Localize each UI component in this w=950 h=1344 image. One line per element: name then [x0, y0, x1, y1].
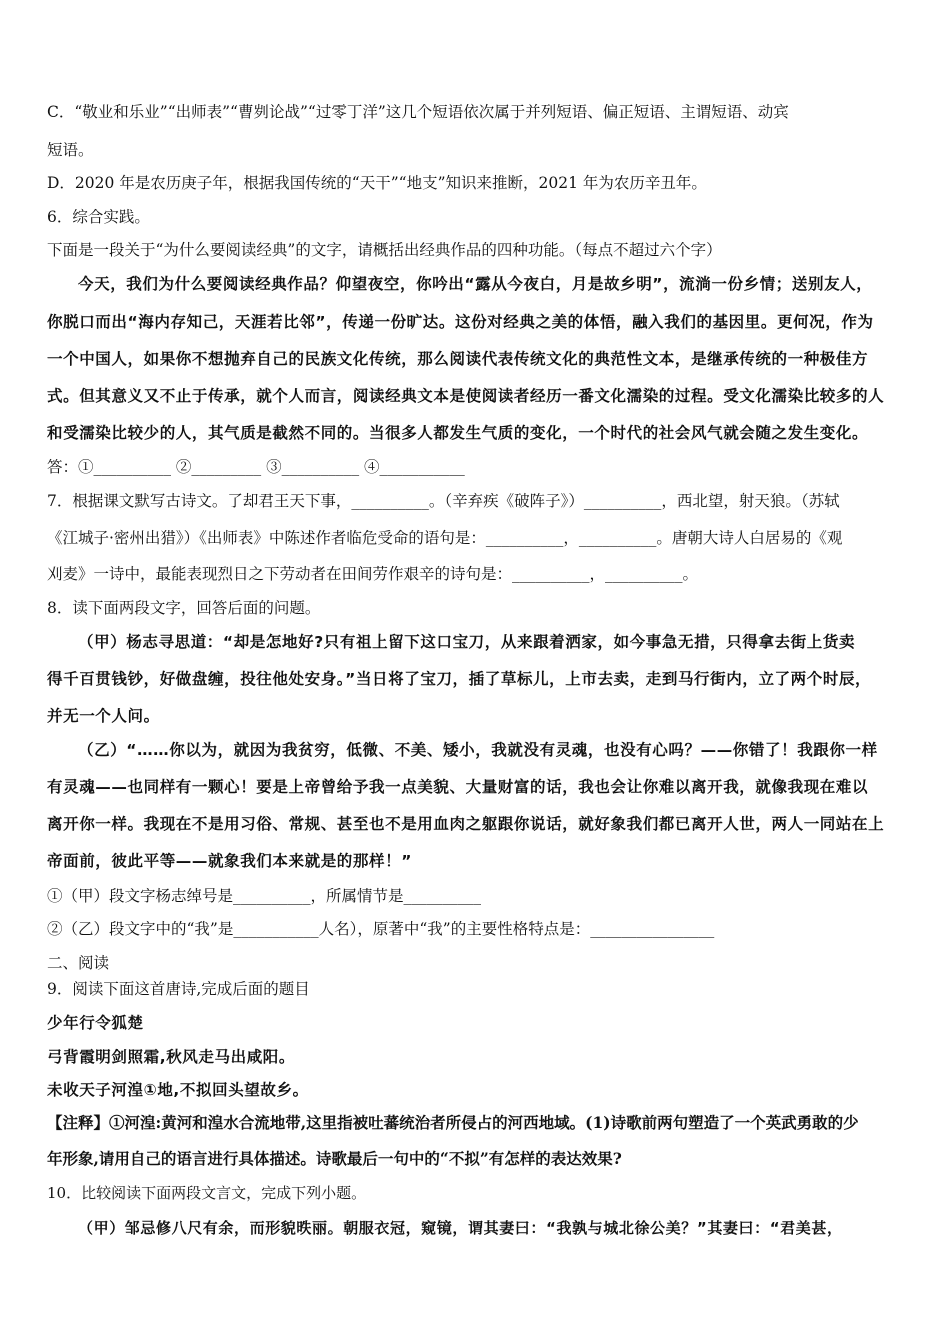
- passage-yi-line-4: 帝面前，彼此平等——就象我们本来就是的那样！”: [47, 852, 412, 870]
- passage-jia-line-2: 得千百贯钱钞，好做盘缠，投往他处安身。”当日将了宝刀，插了草标儿，上市去卖，走到马行街内，立了两个时辰，: [47, 670, 872, 688]
- section-reading-heading: 二、阅读: [47, 954, 110, 972]
- question-6-title: 6．综合实践。: [47, 208, 150, 226]
- question-8-title: 8．读下面两段文字，回答后面的问题。: [47, 599, 321, 617]
- question-6-answer-blanks: 答：①__________ ②_________ ③__________ ④___________: [47, 458, 465, 476]
- passage-classics-line-5: 和受濡染比较少的人，其气质是截然不同的。当很多人都发生气质的变化，一个时代的社会风气就会随之发生变化。: [47, 424, 869, 442]
- question-9-title: 9．阅读下面这首唐诗,完成后面的题目: [47, 980, 310, 998]
- passage-classics-line-2: 你脱口而出“海内存知己，天涯若比邻”，传递一份旷达。这份对经典之美的体悟，融入我们的基因里。更何况，作为: [47, 313, 874, 331]
- question-7-line-1: 7．根据课文默写古诗文。了却君王天下事，__________。（辛弃疾《破阵子》）__________，西北望，射天狼。（苏轼: [47, 492, 840, 510]
- poem-line-2: 未收天子河湟①地,不拟回头望故乡。: [47, 1081, 309, 1099]
- passage-yi-line-2: 有灵魂——也同样有一颗心！要是上帝曾给予我一点美貌、大量财富的话，我也会让你难以离开我，就像我现在难以: [47, 778, 869, 796]
- poem-title-author: 少年行令狐楚: [47, 1014, 144, 1032]
- passage-jia-line-3: 并无一个人问。: [47, 707, 160, 725]
- question-8-sub-1: ①（甲）段文字杨志绰号是__________，所属情节是__________: [47, 887, 482, 905]
- poem-annotation-line-2: 年形象,请用自己的语言进行具体描述。诗歌最后一句中的“不拟”有怎样的表达效果?: [47, 1149, 622, 1168]
- question-7-line-3: 刈麦》一诗中，最能表现烈日之下劳动者在田间劳作艰辛的诗句是：__________，__________。: [47, 565, 699, 583]
- passage-yi-line-1: （乙）“……你以为，就因为我贫穷，低微、不美、矮小，我就没有灵魂，也没有心吗？——你错了！我跟你一样: [78, 741, 878, 759]
- question-8-sub-2: ②（乙）段文字中的“我”是___________人名），原著中“我”的主要性格特点是：________________: [47, 920, 715, 938]
- option-c-line-2: 短语。: [47, 141, 94, 159]
- question-6-prompt: 下面是一段关于“为什么要阅读经典”的文字，请概括出经典作品的四种功能。（每点不超过六个字）: [47, 241, 722, 259]
- option-c-line-1: C．“敬业和乐业”“出师表”“曹刿论战”“过零丁洋”这几个短语依次属于并列短语、偏正短语、主谓短语、动宾: [47, 103, 789, 121]
- option-d-line: D．2020 年是农历庚子年，根据我国传统的“天干”“地支”知识来推断，2021 年为农历辛丑年。: [47, 174, 707, 192]
- passage-jia-line-1: （甲）杨志寻思道：“却是怎地好?只有祖上留下这口宝刀，从来跟着洒家，如今事急无措，只得拿去街上货卖: [78, 633, 856, 651]
- question-7-line-2: 《江城子·密州出猎》）《出师表》中陈述作者临危受命的语句是：__________，__________。唐朝大诗人白居易的《观: [47, 529, 843, 547]
- poem-annotation-line-1: 【注释】①河湟:黄河和湟水合流地带,这里指被吐蕃统治者所侵占的河西地域。(1)诗歌前两句塑造了一个英武勇敢的少: [47, 1113, 859, 1132]
- question-10-title: 10．比较阅读下面两段文言文，完成下列小题。: [47, 1184, 367, 1202]
- passage-classics-line-3: 一个中国人，如果你不想抛弃自己的民族文化传统，那么阅读代表传统文化的典范性文本，是继承传统的一种极佳方: [47, 350, 869, 368]
- passage-classical-jia-line-1: （甲）邹忌修八尺有余，而形貌昳丽。朝服衣冠，窥镜，谓其妻曰：“我孰与城北徐公美？”其妻曰：“君美甚，: [78, 1219, 843, 1237]
- passage-classics-line-1: 今天，我们为什么要阅读经典作品？仰望夜空，你吟出“露从今夜白，月是故乡明”，流淌一份乡情；送别友人，: [78, 275, 873, 293]
- passage-yi-line-3: 离开你一样。我现在不是用习俗、常规、甚至也不是用血肉之躯跟你说话，就好象我们都已离开人世，两人一同站在上: [47, 815, 885, 833]
- passage-classics-line-4: 式。但其意义又不止于传承，就个人而言，阅读经典文本是使阅读者经历一番文化濡染的过程。受文化濡染比较多的人: [47, 387, 885, 405]
- poem-line-1: 弓背霞明剑照霜,秋风走马出咸阳。: [47, 1048, 295, 1066]
